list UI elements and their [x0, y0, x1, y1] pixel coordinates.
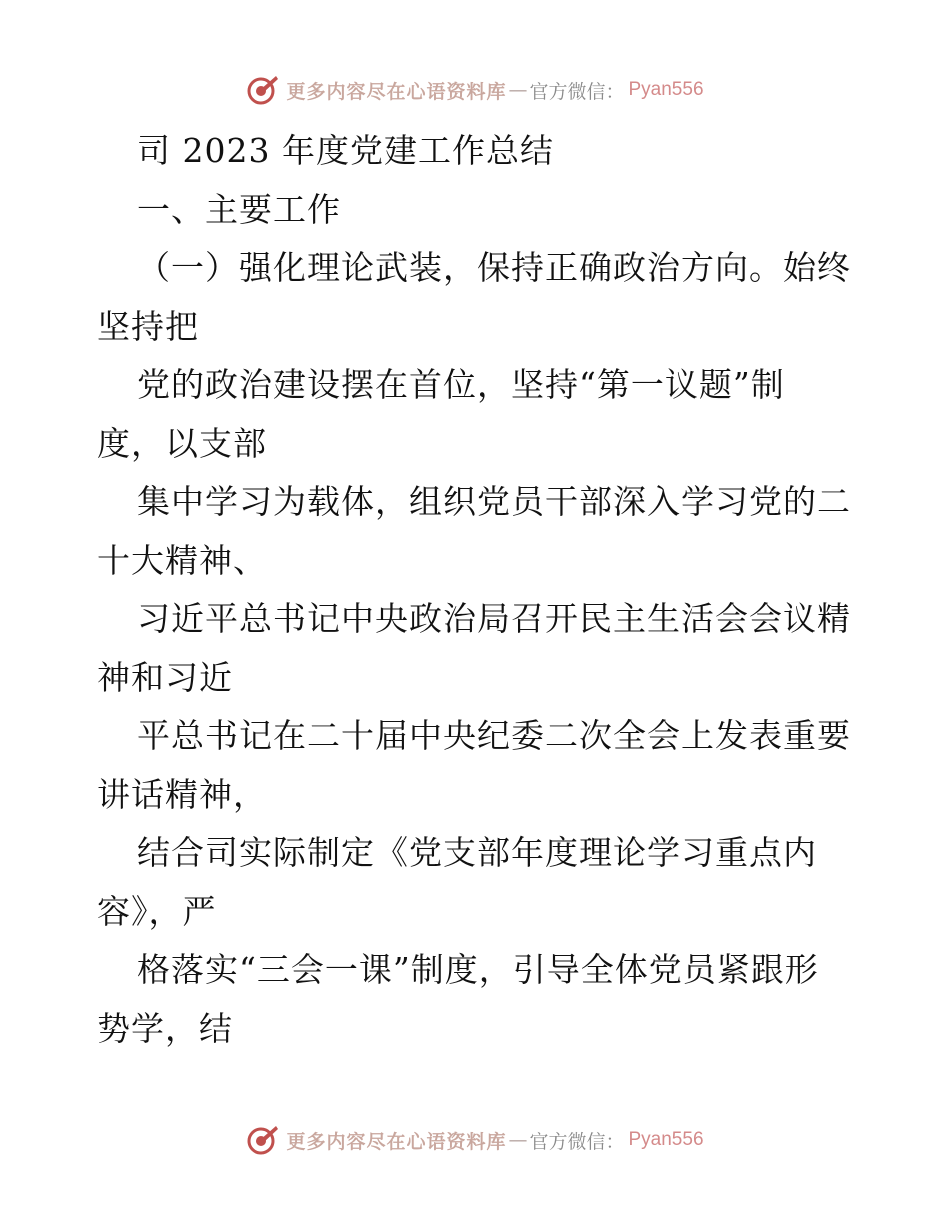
- banner-site-text: 更多内容尽在心语资料库: [286, 80, 507, 103]
- document-title: 司 2023 年度党建工作总结: [137, 131, 554, 170]
- banner-wechat-id: Pyan556: [628, 79, 704, 100]
- paragraph-line: 格落实“三会一课”制度，引导全体党员紧跟形: [137, 950, 819, 989]
- banner-wechat-label: 官方微信：: [529, 80, 625, 103]
- paragraph-line: 坚持把: [97, 306, 199, 346]
- header-banner: [0, 70, 950, 110]
- paragraph-line: 集中学习为载体，组织党员干部深入学习党的二: [137, 482, 851, 521]
- banner-dash: —: [508, 1129, 528, 1151]
- brand-logo-icon: [246, 1123, 280, 1157]
- banner-wechat-label: 官方微信：: [529, 1130, 625, 1153]
- paragraph-line: （一）强化理论武装，保持正确政治方向。始终: [137, 248, 851, 287]
- section-heading: 一、主要工作: [137, 189, 341, 229]
- paragraph-line: 神和习近: [97, 657, 233, 697]
- banner-dash: —: [508, 79, 528, 101]
- document-body: [97, 122, 857, 1058]
- footer-banner: [0, 1120, 950, 1160]
- banner-site-text: 更多内容尽在心语资料库: [286, 1130, 507, 1153]
- paragraph-line: 容》，严: [97, 891, 217, 931]
- brand-logo-icon: [246, 73, 280, 107]
- paragraph-line: 党的政治建设摆在首位，坚持“第一议题”制: [137, 365, 785, 404]
- paragraph-line: 势学，结: [97, 1008, 233, 1048]
- paragraph-line: 度，以支部: [97, 423, 267, 463]
- paragraph-line: 讲话精神，: [97, 774, 267, 814]
- paragraph-line: 结合司实际制定《党支部年度理论学习重点内: [137, 833, 817, 872]
- banner-wechat-id: Pyan556: [628, 1129, 704, 1150]
- paragraph-line: 十大精神、: [97, 540, 267, 580]
- paragraph-line: 平总书记在二十届中央纪委二次全会上发表重要: [137, 716, 851, 755]
- paragraph-line: 习近平总书记中央政治局召开民主生活会会议精: [137, 599, 851, 638]
